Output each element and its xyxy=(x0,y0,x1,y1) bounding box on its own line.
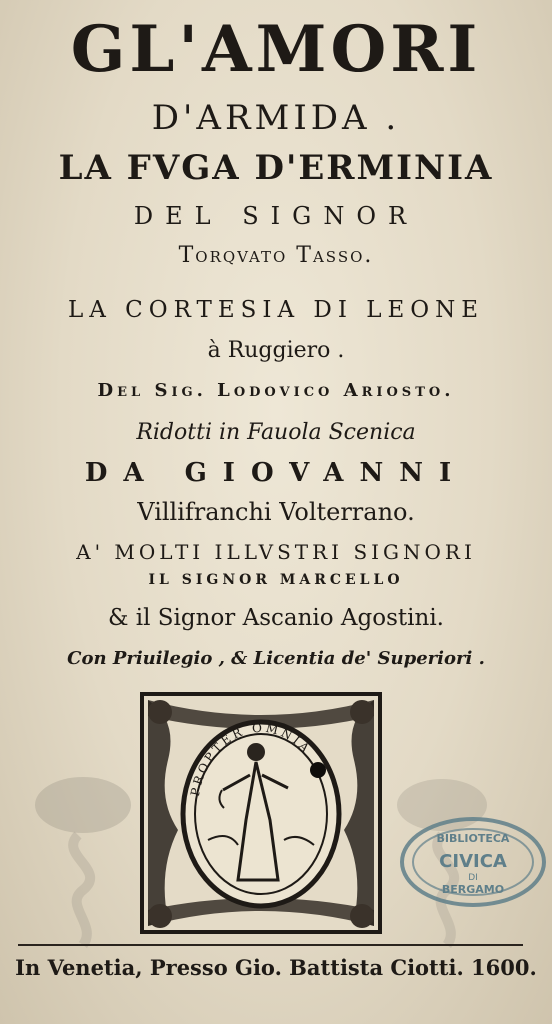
dedicatee-1: IL SIGNOR MARCELLO xyxy=(148,572,404,588)
subtitle-recipient: à Ruggiero . xyxy=(207,338,345,363)
second-author: Del Sig. Lodovico Ariosto. xyxy=(97,380,455,401)
author-prefix: DEL SIGNOR xyxy=(133,202,419,230)
dedication-line: A' MOLTI ILLVSTRI SIGNORI xyxy=(76,540,476,564)
stamp-text-bottom: BERGAMO xyxy=(441,883,505,896)
privilege-line: Con Priuilegio , & Licentia de' Superiori . xyxy=(67,648,485,669)
subtitle-line: LA CORTESIA DI LEONE xyxy=(67,297,485,323)
imprint-line: In Venetia, Presso Gio. Battista Ciotti. 1600. xyxy=(15,955,537,980)
bleed-through-stain xyxy=(28,775,138,950)
stamp-text-small: DI xyxy=(468,873,478,883)
title-line-1: GL'AMORI xyxy=(70,12,482,87)
editor-prefix: DA GIOVANNI xyxy=(84,458,468,488)
library-stamp xyxy=(398,815,548,910)
title-line-2: D'ARMIDA . xyxy=(151,98,401,138)
dedicatee-2: & il Signor Ascanio Agostini. xyxy=(107,605,444,631)
title-line-3: LA FVGA D'ERMINIA xyxy=(58,148,494,188)
printers-device-emblem xyxy=(138,690,384,936)
editor-name: Villifranchi Volterrano. xyxy=(137,498,415,526)
device-motto: PROPTER OMNIA xyxy=(187,720,314,798)
author-name: Torqvato Tasso. xyxy=(178,243,374,268)
stamp-text-top: BIBLIOTECA xyxy=(436,832,510,845)
adaptation-note: Ridotti in Fauola Scenica xyxy=(136,420,416,445)
imprint-rule xyxy=(18,944,523,946)
stamp-text-mid: CIVICA xyxy=(439,851,507,872)
